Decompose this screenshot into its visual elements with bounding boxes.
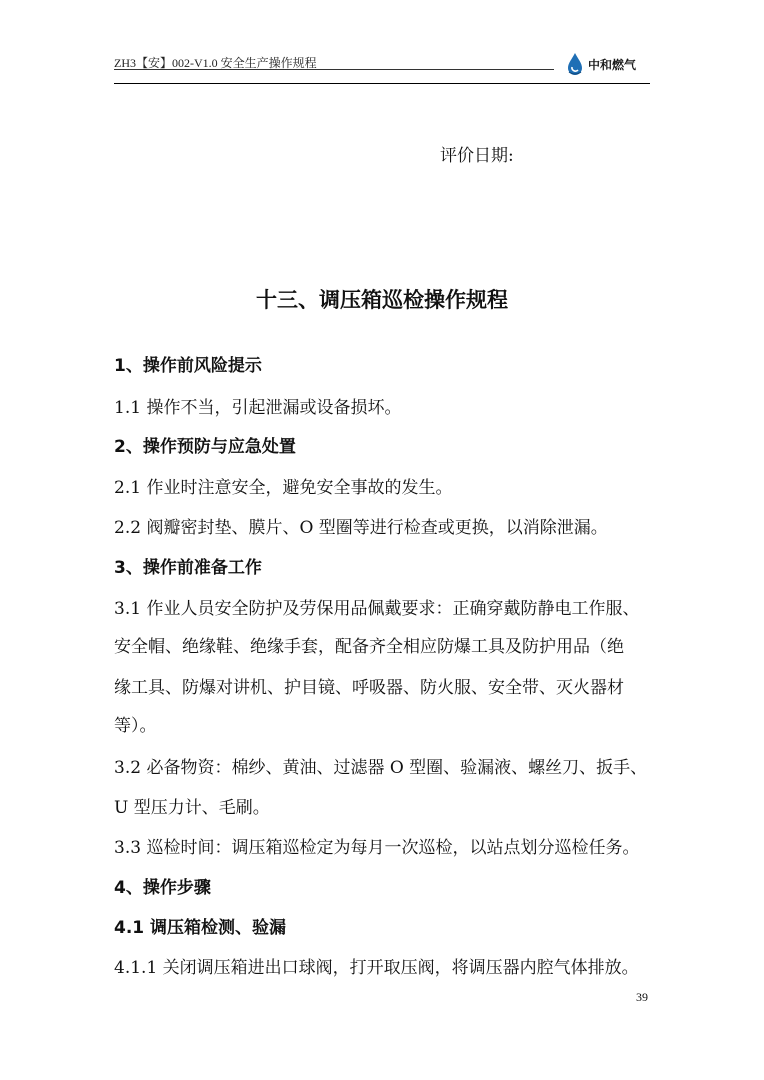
content-line: 3.1 作业人员安全防护及劳保用品佩戴要求：正确穿戴防静电工作服、: [114, 599, 640, 619]
content-line: 缘工具、防爆对讲机、护目镜、呼吸器、防火服、安全带、灭火器材: [114, 678, 624, 698]
content-line: 1.1 操作不当，引起泄漏或设备损坏。: [114, 398, 402, 418]
section-heading: 4、操作步骤: [114, 878, 211, 898]
section-heading: 4.1 调压箱检测、验漏: [114, 918, 287, 938]
page-number: 39: [636, 990, 648, 1004]
document-title: 十三、调压箱巡检操作规程: [256, 288, 508, 312]
section-heading: 2、操作预防与应急处置: [114, 437, 296, 457]
section-heading: 3、操作前准备工作: [114, 558, 262, 578]
evaluation-date-label: 评价日期:: [440, 146, 514, 166]
section-heading: 1、操作前风险提示: [114, 356, 262, 376]
content-line: U 型压力计、毛刷。: [114, 798, 270, 818]
logo-text: 中和燃气: [588, 57, 637, 72]
content-line: 3.3 巡检时间：调压箱巡检定为每月一次巡检，以站点划分巡检任务。: [114, 838, 640, 858]
header-divider-thin: [114, 69, 554, 70]
content-line: 2.1 作业时注意安全，避免安全事故的发生。: [114, 478, 453, 498]
water-drop-icon: [566, 52, 584, 76]
content-line: 等）。: [114, 716, 157, 736]
content-line: 安全帽、绝缘鞋、绝缘手套，配备齐全相应防爆工具及防护用品（绝: [114, 637, 624, 657]
header-doc-code: ZH3【安】002-V1.0 安全生产操作规程: [114, 56, 317, 70]
page-header: [114, 50, 650, 86]
content-line: 2.2 阀瓣密封垫、膜片、O 型圈等进行检查或更换，以消除泄漏。: [114, 518, 608, 538]
content-line: 3.2 必备物资：棉纱、黄油、过滤器 O 型圈、验漏液、螺丝刀、扳手、: [114, 758, 648, 778]
content-line: 4.1.1 关闭调压箱进出口球阀，打开取压阀，将调压器内腔气体排放。: [114, 958, 639, 978]
company-logo: [566, 50, 650, 78]
header-divider-thick: [114, 83, 650, 84]
